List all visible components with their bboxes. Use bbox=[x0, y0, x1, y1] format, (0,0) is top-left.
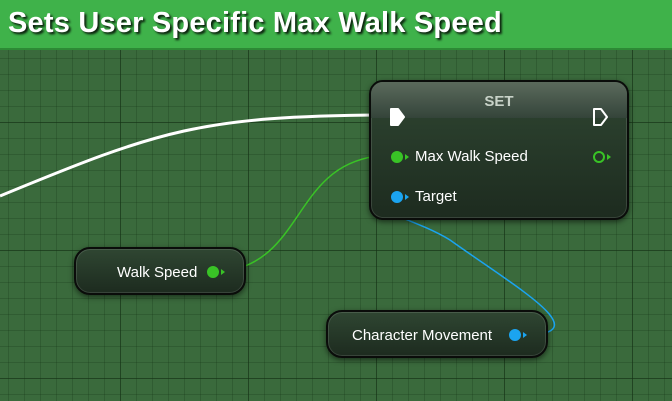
target-input-pin[interactable] bbox=[391, 191, 403, 203]
exec-output-pin[interactable] bbox=[592, 107, 608, 127]
max-walk-speed-input-pin[interactable] bbox=[391, 151, 403, 163]
character-movement-variable-node[interactable] bbox=[326, 310, 548, 358]
character-movement-output-pin[interactable] bbox=[509, 329, 521, 341]
character-movement-label: Character Movement bbox=[352, 327, 493, 344]
exec-input-pin[interactable] bbox=[389, 107, 405, 127]
max-walk-speed-label: Max Walk Speed bbox=[415, 148, 528, 165]
walk-speed-variable-node[interactable] bbox=[74, 247, 246, 295]
pin-arrow-icon bbox=[405, 194, 409, 200]
exec-wire[interactable] bbox=[0, 115, 388, 196]
pin-arrow-icon bbox=[607, 154, 611, 160]
pin-arrow-icon bbox=[405, 154, 409, 160]
set-node-header[interactable] bbox=[371, 82, 627, 118]
comment-title[interactable]: Sets User Specific Max Walk Speed bbox=[8, 7, 502, 39]
target-label: Target bbox=[415, 188, 457, 205]
max-walk-speed-output-pin[interactable] bbox=[593, 151, 605, 163]
pin-arrow-icon bbox=[523, 332, 527, 338]
set-node-title: SET bbox=[484, 93, 514, 110]
walk-speed-output-pin[interactable] bbox=[207, 266, 219, 278]
set-node[interactable] bbox=[369, 80, 629, 220]
walk-speed-label: Walk Speed bbox=[117, 264, 198, 281]
pin-arrow-icon bbox=[221, 269, 225, 275]
